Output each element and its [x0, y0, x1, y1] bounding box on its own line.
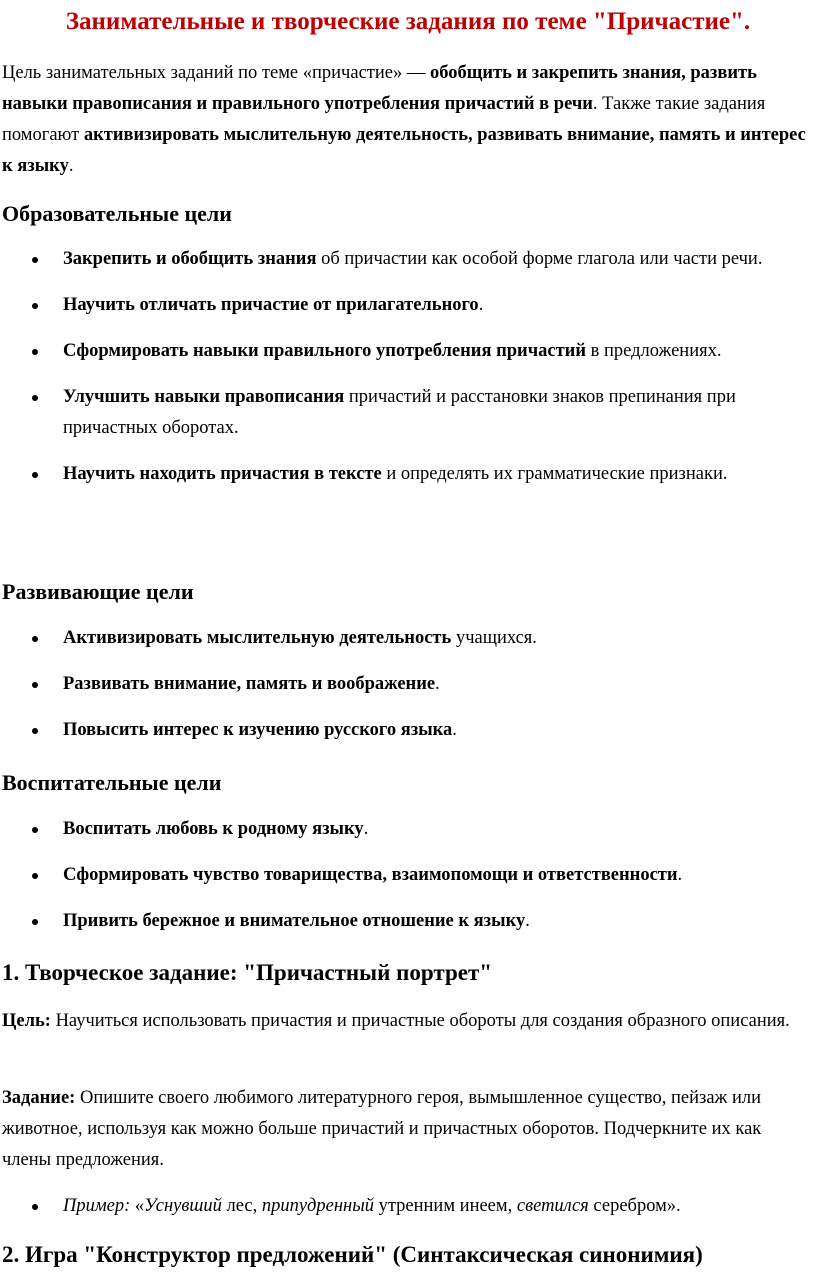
list-item	[0, 244, 805, 275]
list-item-bold: Сформировать навыки правильного употребления причастий	[63, 341, 587, 361]
list-item-text: .	[435, 674, 440, 694]
section-heading-developing: Развивающие цели	[2, 579, 194, 604]
list-item-text: и определять их грамматические признаки.	[381, 464, 728, 484]
list-item	[0, 669, 805, 700]
example-text: «	[130, 1196, 145, 1216]
list-item-text: .	[452, 720, 457, 740]
list-item-bold: Улучшить навыки правописания	[63, 387, 345, 407]
list-item-bold: Привить бережное и внимательное отношение к языку	[63, 911, 526, 931]
list-item	[0, 623, 805, 654]
list-item-bold: Повысить интерес к изучению русского языка	[63, 720, 453, 740]
list-item-bold: Научить отличать причастие от прилагательного	[63, 295, 479, 315]
example-word: Уснувший	[144, 1196, 222, 1216]
page-title: Занимательные и творческие задания по теме "Причастие".	[65, 8, 751, 35]
list-item-bold: Научить находить причастия в тексте	[63, 464, 382, 484]
intro-text: .	[592, 94, 598, 114]
developing-goals-list	[0, 623, 805, 746]
task-text: Опишите своего любимого литературного героя, вымышленное существо, пейзаж или животное, используя как можно больше причастий и причастных оборотов. Подчеркните их как члены предложения.	[2, 1088, 762, 1170]
section-heading-educational: Образовательные цели	[2, 201, 232, 226]
intro-text: Также такие задания помогают	[2, 94, 766, 145]
upbringing-goals-list	[0, 814, 805, 937]
task1-goal	[2, 1006, 807, 1037]
task2-heading: 2. Игра "Конструктор предложений" (Синтаксическая синонимия)	[2, 1242, 703, 1267]
list-item	[0, 814, 805, 845]
educational-goals-list	[0, 244, 805, 490]
example-word: светился	[516, 1196, 589, 1216]
list-item-text: .	[363, 819, 369, 839]
example-text: серебром».	[588, 1196, 681, 1216]
list-item	[0, 382, 805, 444]
list-item-text: .	[677, 865, 683, 885]
intro-bold-text: обобщить и закрепить знания, развить навыки правописания и правильного употребления причастий в речи	[2, 63, 757, 114]
intro-paragraph	[2, 58, 807, 182]
list-item-bold: Развивать внимание, память и воображение	[63, 674, 436, 694]
list-item-text: причастий и расстановки знаков препинания при причастных оборотах.	[63, 387, 736, 438]
example-text: лес,	[221, 1196, 262, 1216]
example-item	[0, 1191, 805, 1222]
section-heading-upbringing: Воспитательные цели	[2, 770, 222, 795]
example-word: припудренный	[261, 1196, 374, 1216]
list-item-text: об причастии как особой форме глагола или части речи.	[316, 249, 763, 269]
list-item	[0, 336, 805, 367]
list-item-bold: Активизировать мыслительную деятельность	[63, 628, 452, 648]
goal-text: Научиться использовать причастия и причастные обороты для создания образного описания.	[50, 1011, 790, 1031]
list-item	[0, 715, 805, 746]
list-item	[0, 860, 805, 891]
example-text: утренним инеем,	[373, 1196, 517, 1216]
intro-text: .	[68, 156, 74, 176]
list-item-text: .	[525, 911, 530, 931]
list-item-bold: Воспитать любовь к родному языку	[63, 819, 364, 839]
task1-example-list	[0, 1191, 805, 1222]
intro-text: Цель занимательных заданий по теме «причастие» —	[2, 63, 430, 83]
list-item	[0, 290, 805, 321]
task-label: Задание:	[2, 1088, 76, 1108]
goal-label: Цель:	[2, 1011, 51, 1031]
list-item-text: в предложениях.	[586, 341, 722, 361]
example-label: Пример:	[63, 1196, 131, 1216]
list-item-bold: Сформировать чувство товарищества, взаимопомощи и ответственности	[63, 865, 678, 885]
list-item-bold: Закрепить и обобщить знания	[63, 249, 317, 269]
list-item-text: учащихся.	[451, 628, 537, 648]
task1-heading: 1. Творческое задание: "Причастный портрет"	[2, 960, 493, 985]
list-item-text: .	[478, 295, 484, 315]
intro-bold-text: активизировать мыслительную деятельность, развивать внимание, память и интерес к языку	[2, 125, 806, 176]
task1-assignment	[2, 1083, 807, 1176]
list-item	[0, 459, 805, 490]
list-item	[0, 906, 805, 937]
